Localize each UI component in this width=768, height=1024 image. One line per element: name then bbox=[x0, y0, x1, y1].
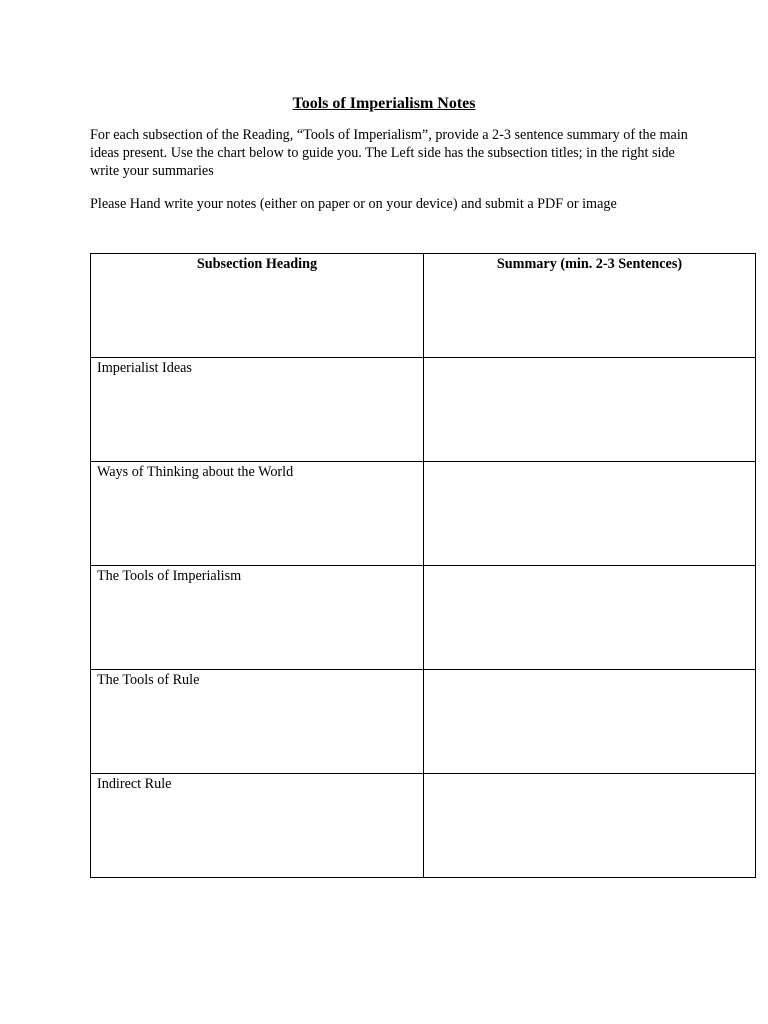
submission-note: Please Hand write your notes (either on paper or on your device) and submit a PDF or image bbox=[90, 196, 617, 212]
summary-cell[interactable] bbox=[424, 462, 756, 566]
header-summary: Summary (min. 2-3 Sentences) bbox=[424, 254, 756, 358]
notes-table bbox=[90, 253, 756, 878]
table-row bbox=[91, 462, 756, 566]
summary-cell[interactable] bbox=[424, 774, 756, 878]
table-row bbox=[91, 670, 756, 774]
table-row bbox=[91, 566, 756, 670]
table-row bbox=[91, 358, 756, 462]
summary-cell[interactable] bbox=[424, 358, 756, 462]
header-subsection-heading: Subsection Heading bbox=[91, 254, 424, 358]
subsection-heading-cell: Indirect Rule bbox=[91, 774, 424, 878]
subsection-heading-cell: The Tools of Imperialism bbox=[91, 566, 424, 670]
summary-cell[interactable] bbox=[424, 670, 756, 774]
page-title: Tools of Imperialism Notes bbox=[292, 95, 476, 112]
instructions-paragraph: For each subsection of the Reading, “Tools of Imperialism”, provide a 2-3 sentence summary of the main ideas present. Use the chart below to guide you. The Left side has the subsection titles; in the right side write your summaries bbox=[90, 127, 688, 179]
summary-cell[interactable] bbox=[424, 566, 756, 670]
subsection-heading-cell: Ways of Thinking about the World bbox=[91, 462, 424, 566]
table-row bbox=[91, 774, 756, 878]
table-header-row bbox=[91, 254, 756, 358]
subsection-heading-cell: Imperialist Ideas bbox=[91, 358, 424, 462]
subsection-heading-cell: The Tools of Rule bbox=[91, 670, 424, 774]
